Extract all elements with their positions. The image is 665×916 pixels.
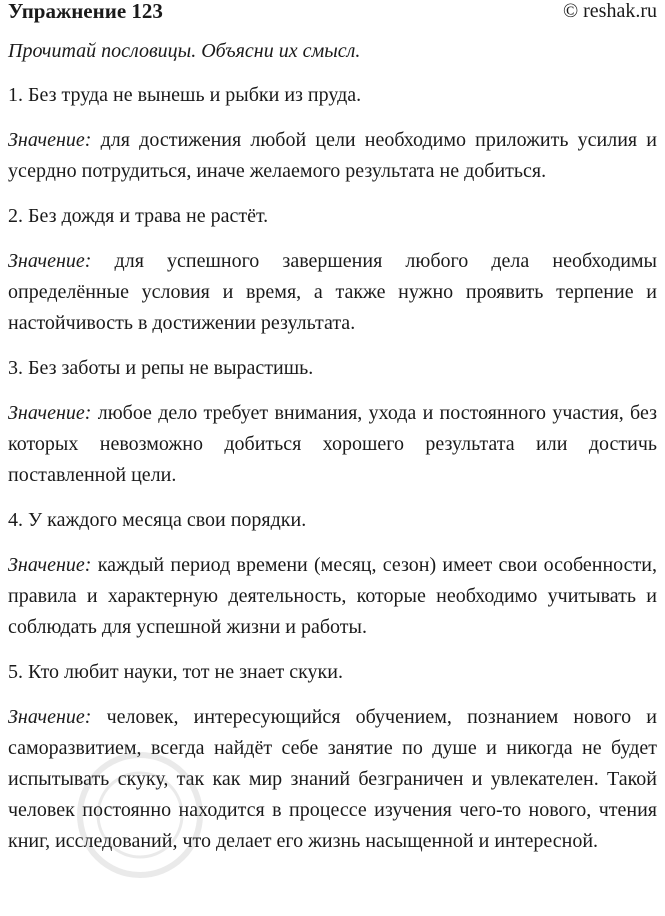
meaning-1 — [8, 125, 657, 187]
proverb-block-1 — [4, 81, 661, 187]
site-credit: © reshak.ru — [562, 0, 657, 22]
meaning-3 — [8, 398, 657, 491]
meaning-text-2: для успешного завершения любого дела необходимы определённые условия и время, а также нужно проявить терпение и настойчивость в достижении результата. — [8, 250, 657, 334]
meaning-label: Значение: — [8, 706, 92, 728]
proverb-2: 2. Без дождя и трава не растёт. — [8, 205, 269, 227]
page-header — [4, 0, 661, 24]
exercise-title: Упражнение 123 — [8, 0, 163, 23]
proverb-block-2 — [4, 202, 661, 339]
meaning-label: Значение: — [8, 129, 92, 151]
meaning-label: Значение: — [8, 402, 92, 424]
proverb-block-4 — [4, 506, 661, 643]
exercise-instruction: Прочитай пословицы. Объясни их смысл. — [8, 40, 361, 62]
proverb-1: 1. Без труда не вынешь и рыбки из пруда. — [8, 84, 362, 106]
meaning-text-5: человек, интересующийся обучением, познанием нового и саморазвитием, всегда найдёт себе занятие по душе и никогда не будет испытывать скуку, так как мир знаний безграничен и увлекателен. Такой человек постоянно находится в процессе изучения чего-то нового, чтения книг, исследований, что делает его жизнь насыщенной и интересной. — [8, 706, 657, 852]
proverb-block-5 — [4, 658, 661, 857]
meaning-text-1: для достижения любой цели необходимо приложить усилия и усердно потрудиться, иначе желаемого результата не добиться. — [8, 129, 657, 182]
proverb-5: 5. Кто любит науки, тот не знает скуки. — [8, 661, 343, 683]
meaning-5 — [8, 702, 657, 857]
meaning-text-3: любое дело требует внимания, ухода и постоянного участия, без которых невозможно добиться хорошего результата или достичь поставленной цели. — [8, 402, 657, 486]
proverb-block-3 — [4, 354, 661, 491]
meaning-text-4: каждый период времени (месяц, сезон) имеет свои особенности, правила и характерную деятельность, которые необходимо учитывать и соблюдать для успешной жизни и работы. — [8, 554, 657, 638]
meaning-label: Значение: — [8, 554, 92, 576]
meaning-label: Значение: — [8, 250, 92, 272]
meaning-4 — [8, 550, 657, 643]
proverb-4: 4. У каждого месяца свои порядки. — [8, 509, 307, 531]
meaning-2 — [8, 246, 657, 339]
proverb-3: 3. Без заботы и репы не вырастишь. — [8, 357, 314, 379]
